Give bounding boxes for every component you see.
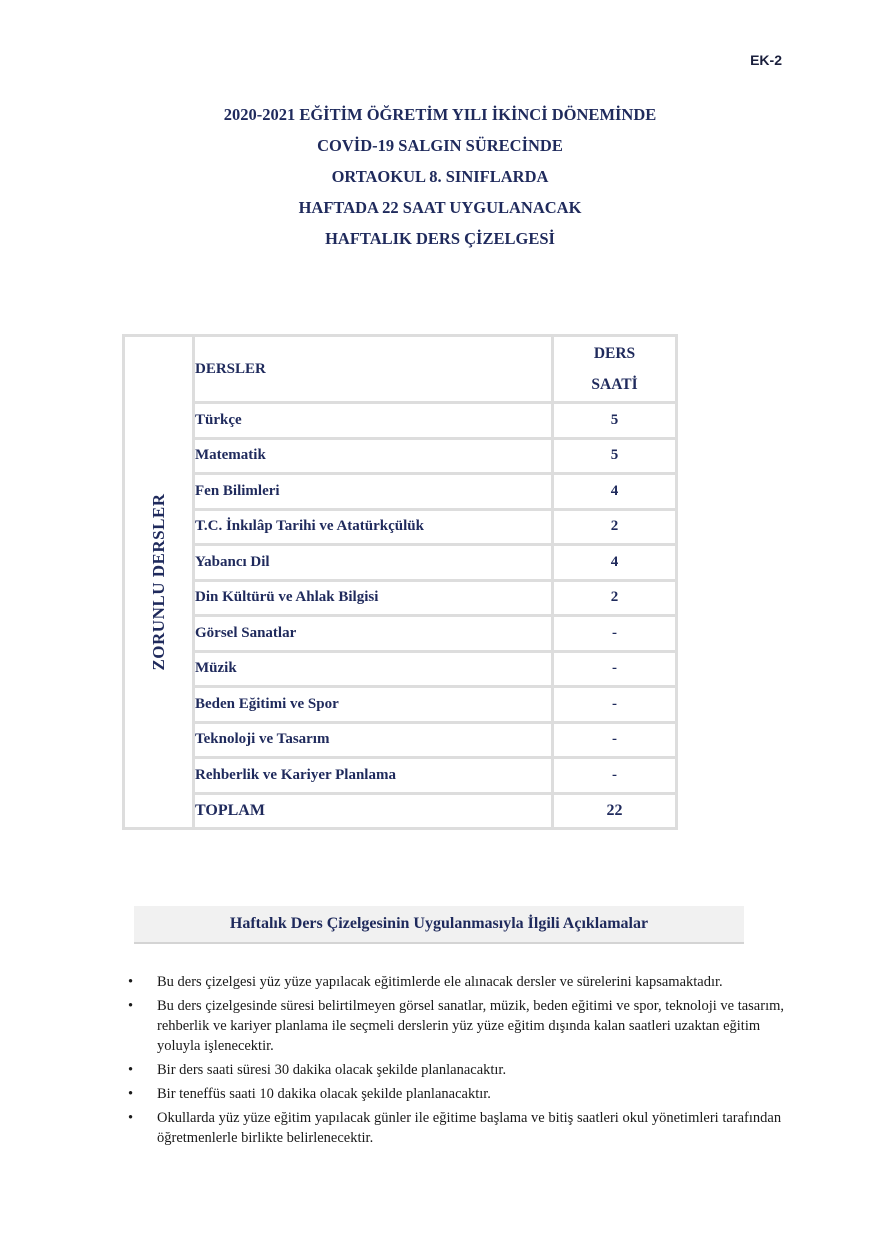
title-line: 2020-2021 EĞİTİM ÖĞRETİM YILI İKİNCİ DÖNEMİNDE [223, 105, 657, 124]
hours-cell: - [554, 688, 675, 721]
hours-cell: - [554, 617, 675, 650]
bullet-icon: • [128, 1062, 134, 1078]
subject-cell: Türkçe [195, 404, 551, 437]
hours-header-line-1: DERS [593, 345, 636, 362]
subject-cell: T.C. İnkılâp Tarihi ve Atatürkçülük [195, 511, 551, 544]
subject-cell: Fen Bilimleri [195, 475, 551, 508]
table-row [125, 475, 675, 508]
hours-cell: - [554, 759, 675, 792]
table-row [125, 546, 675, 579]
note-text: Bir teneffüs saati 10 dakika olacak şekilde planlanacaktır. [157, 1086, 491, 1102]
bullet-icon: • [128, 1086, 134, 1102]
bullet-icon: • [128, 1110, 134, 1126]
subject-cell: Beden Eğitimi ve Spor [195, 688, 551, 721]
subject-cell: Matematik [195, 440, 551, 473]
hours-header [554, 337, 675, 401]
note-item [120, 1060, 800, 1080]
title-line: COVİD-19 SALGIN SÜRECİNDE [317, 136, 563, 155]
total-hours: 22 [554, 795, 675, 828]
table-row [125, 759, 675, 792]
category-label: ZORUNLU DERSLER [148, 493, 168, 671]
subject-header: DERSLER [195, 337, 551, 401]
table-header-row [125, 337, 675, 401]
note-text: Bir ders saati süresi 30 dakika olacak şekilde planlanacaktır. [157, 1062, 507, 1078]
title-line: HAFTALIK DERS ÇİZELGESİ [325, 229, 555, 248]
hours-header-line-2: SAATİ [591, 376, 638, 393]
subject-cell: Teknoloji ve Tasarım [195, 724, 551, 757]
table-row [125, 511, 675, 544]
document-title [0, 102, 880, 257]
bullet-icon: • [128, 974, 134, 990]
note-item [120, 1084, 800, 1104]
subject-cell: Müzik [195, 653, 551, 686]
note-text: Bu ders çizelgesi yüz yüze yapılacak eğitimlerde ele alınacak dersler ve sürelerini kapsamaktadır. [157, 974, 723, 990]
document-code: EK-2 [750, 52, 782, 68]
note-item [120, 996, 800, 1056]
hours-cell: 5 [554, 440, 675, 473]
table-row [125, 404, 675, 437]
note-item [120, 1108, 800, 1148]
title-line: HAFTADA 22 SAAT UYGULANACAK [298, 198, 582, 217]
note-text: Okullarda yüz yüze eğitim yapılacak günler ile eğitime başlama ve bitiş saatleri okul yönetimleri tarafından öğretmenlerle birlikte belirlenecektir. [157, 1110, 782, 1146]
table-row [125, 688, 675, 721]
total-label: TOPLAM [195, 795, 551, 828]
subject-cell: Rehberlik ve Kariyer Planlama [195, 759, 551, 792]
note-item [120, 972, 800, 992]
hours-cell: 5 [554, 404, 675, 437]
hours-cell: 4 [554, 475, 675, 508]
hours-cell: 2 [554, 511, 675, 544]
hours-cell: 4 [554, 546, 675, 579]
title-line: ORTAOKUL 8. SINIFLARDA [331, 167, 549, 186]
bullet-icon: • [128, 998, 134, 1014]
hours-cell: - [554, 653, 675, 686]
hours-cell: - [554, 724, 675, 757]
subject-cell: Görsel Sanatlar [195, 617, 551, 650]
table-row [125, 724, 675, 757]
total-row [125, 795, 675, 828]
notes-list [120, 972, 800, 1152]
subject-cell: Yabancı Dil [195, 546, 551, 579]
table-row [125, 653, 675, 686]
note-text: Bu ders çizelgesinde süresi belirtilmeyen görsel sanatlar, müzik, beden eğitimi ve spor, teknoloji ve tasarım, rehberlik ve kariyer planlama ile seçmeli derslerin yüz yüze eğitim dışında kalan saatleri uzaktan eğitim yoluyla işlenecektir. [157, 998, 784, 1054]
hours-cell: 2 [554, 582, 675, 615]
table-row [125, 440, 675, 473]
category-cell [125, 337, 192, 827]
table-row [125, 582, 675, 615]
course-hours-table [122, 334, 678, 830]
subject-cell: Din Kültürü ve Ahlak Bilgisi [195, 582, 551, 615]
notes-heading: Haftalık Ders Çizelgesinin Uygulanmasıyla İlgili Açıklamalar [134, 906, 744, 944]
table-row [125, 617, 675, 650]
